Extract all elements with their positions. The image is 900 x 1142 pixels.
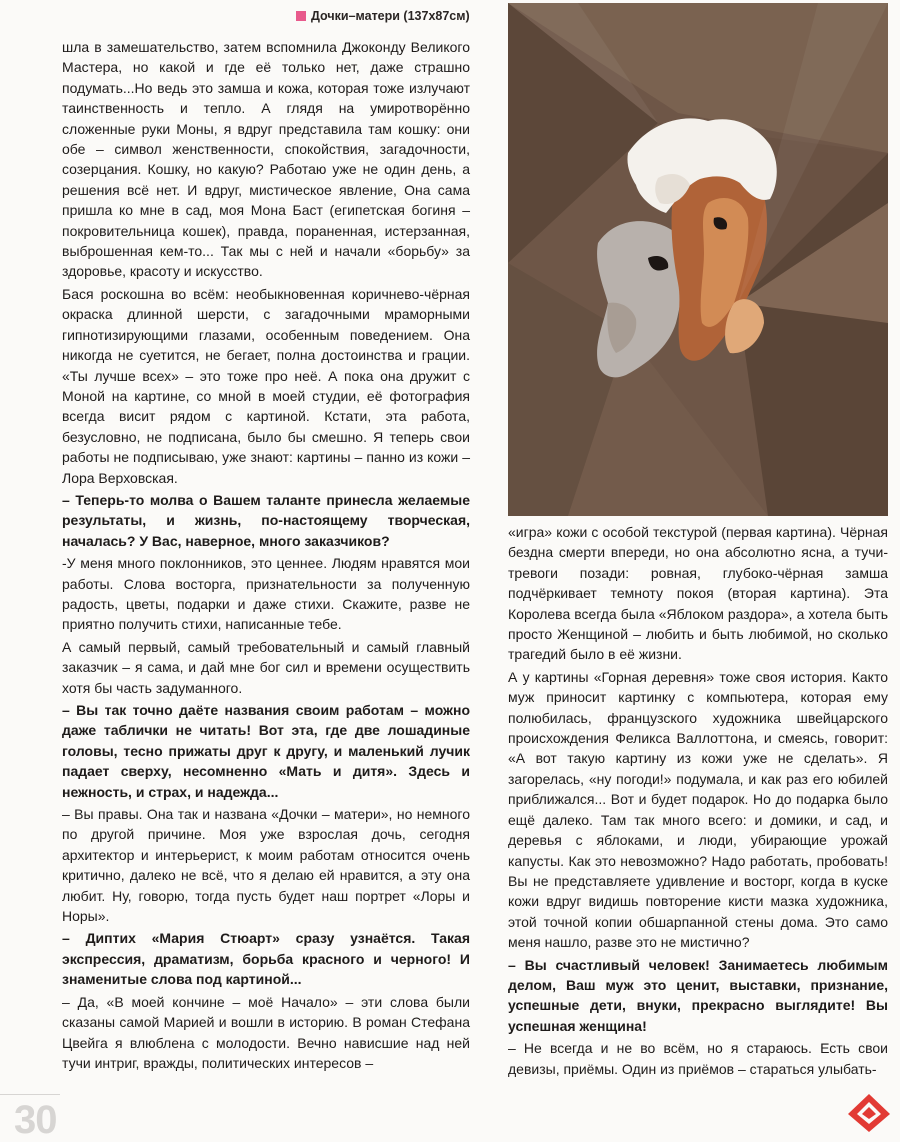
magazine-logo-icon bbox=[846, 1092, 892, 1134]
page-number: 30 bbox=[14, 1098, 57, 1142]
left-question-paragraph: – Вы так точно даёте названия своим работам – можно даже таблички не читать! Вот эта, где две лошадиные головы, тесно прижаты друг к другу, и маленький лучик падает сверху, несомненно «Мать и дитя». Здесь и нежность, и страх, и надежда... bbox=[62, 702, 470, 800]
left-paragraph: – Да, «В моей кончине – моё Начало» – эти слова были сказаны самой Марией и вошли в историю. В роман Стефана Цвейга я влюблена с молодости. Вечно нависшие над ней тучи интриг, вражды, политических интересов – bbox=[62, 993, 470, 1071]
right-paragraph: А у картины «Горная деревня» тоже своя история. Както муж приносит картинку с компьютера, которая ему полюбилась, французского художника швейцарского происхождения Феликса Валлоттона, и смеясь, говорит: «А вот такую картину из кожи уже не сделать». Я загорелась, «ну погоди!» подумала, и как раз его юбилей приближался... Вот и будет подарок. Но до подарка было ещё далеко. Там так много всего: и домики, и сад, и деревья с яблоками, и люди, убирающие урожай капусты. Как это невозможно? Надо работать, пробовать! Вы не представляете удивление и восторг, когда в куске кожи вдруг видишь повторение кисти мазка художника, этой точной копии обшарпанной стены дома. Это само меня нашло, разве это не мистично? bbox=[508, 668, 888, 951]
left-paragraph: -У меня много поклонников, это ценнее. Людям нравятся мои работы. Слова восторга, признательности за полученную радость, цветы, подарки и даже стихи. Скажите, разве не приятно получить стихи, написанные тебе. bbox=[62, 555, 470, 633]
article-column-right bbox=[508, 522, 888, 1081]
left-paragraph: шла в замешательство, затем вспомнила Джоконду Великого Мастера, но какой и где её только нет, даже страшно подумать...Но ведь это замша и кожа, которая тоже излучают таинственность и тепло. А глядя на умиротворённо сложенные руки Моны, я вдруг представила там кошку: они обе – символ женственности, спокойствия, загадочности, созерцания. Кошку, но какую? Работаю уже не один день, а решения всё нет. И вдруг, мистическое явление, Она сама пришла ко мне в сад, моя Мона Баст (египетская богиня – покровительница кошек), правда, пораненная, истерзанная, выброшенная кем-то... Так мы с ней и начали «борьбу» за здоровье, красоту и искусство. bbox=[62, 39, 470, 280]
right-paragraph: «игра» кожи с особой текстурой (первая картина). Чёрная бездна смерти впереди, но она абсолютно ясна, а тучи-тревоги позади: ровная, глубоко-чёрная замша подчёркивает темноту покоя (вторая картина). Эта Королева всегда была «Яблоком раздора», а хотела быть просто Женщиной – любить и быть любимой, но сколько трагедий было в её жизни. bbox=[508, 524, 888, 663]
caption-title: Дочки–матери (137х87см) bbox=[311, 9, 470, 23]
right-question-paragraph: – Вы счастливый человек! Занимаетесь любимым делом, Ваш муж это ценит, выставки, признание, успешные дети, внуки, прекрасно выглядите! Вы успешная женщина! bbox=[508, 956, 888, 1034]
left-question-paragraph: – Диптих «Мария Стюарт» сразу узнаётся. Такая экспрессия, драматизм, борьба красного и черного! И знаменитые слова под картиной... bbox=[62, 930, 470, 988]
left-paragraph: Бася роскошна во всём: необыкновенная коричнево-чёрная окраска длинной шерсти, с загадочными мраморными гипнотизирующими глазами, особенным поведением. Она никогда не суетится, не бегает, полна достоинства и грации. «Ты лучше всех» – это тоже про неё. А пока она дружит с Моной на картине, со мной в моей студии, её фотография всегда висит рядом с картиной. Кстати, эта работа, безусловно, не подписана, было бы смешно. Я теперь свои работы не подписываю, уже знают: картины – панно из кожи – Лора Верховская. bbox=[62, 285, 470, 486]
left-question-paragraph: – Теперь-то молва о Вашем таланте принесла желаемые результаты, и жизнь, по-настоящему творческая, началась? У Вас, наверное, много заказчиков? bbox=[62, 491, 470, 549]
caption-marker-icon bbox=[296, 11, 306, 21]
left-paragraph: А самый первый, самый требовательный и самый главный заказчик – я сама, и дай мне бог сил и времени осуществить хотя бы часть задуманного. bbox=[62, 638, 470, 696]
left-paragraph: – Вы правы. Она так и названа «Дочки – матери», но немного по другой причине. Моя уже взрослая дочь, сегодня архитектор и интерьерист, к моим работам относится очень критично, далеко не всё, что я делаю ей нравится, а эту она любит. Ну, говорю, тогда пусть будет наш портрет «Лоры и Норы». bbox=[62, 806, 470, 925]
article-column-left bbox=[62, 37, 470, 1075]
image-caption bbox=[296, 8, 501, 24]
horse-painting-illustration bbox=[508, 3, 888, 516]
right-paragraph: – Не всегда и не во всём, но я стараюсь. Есть свои девизы, приёмы. Один из приёмов – стараться улыбать- bbox=[508, 1040, 888, 1077]
painting-image bbox=[508, 3, 888, 516]
page-number-rule bbox=[0, 1094, 60, 1095]
